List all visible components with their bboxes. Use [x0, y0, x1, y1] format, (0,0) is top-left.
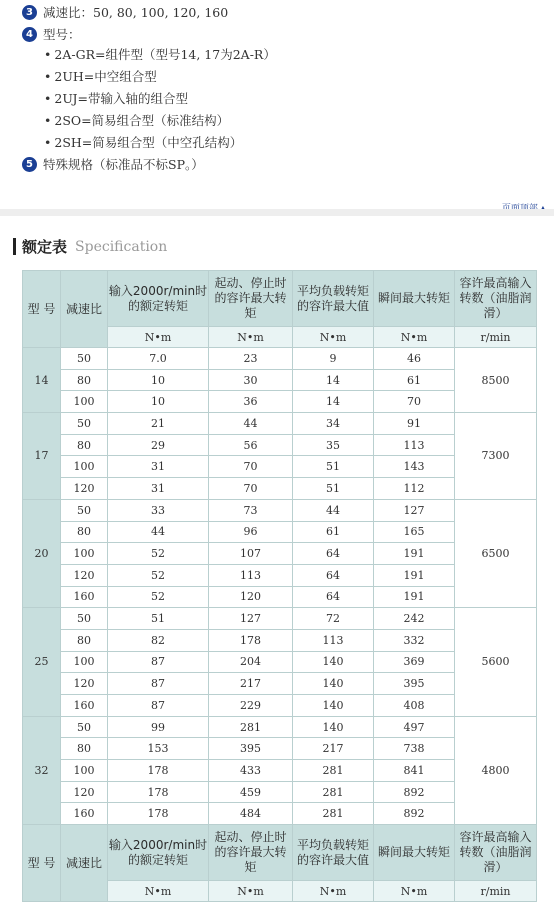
torque-cell: 23 [209, 348, 293, 370]
torque-cell: 99 [108, 716, 209, 738]
top-header-cell: 减速比 [61, 271, 108, 348]
torque-cell: 96 [209, 521, 293, 543]
ratio-cell: 100 [61, 456, 108, 478]
ratio-cell: 160 [61, 586, 108, 608]
torque-cell: 44 [293, 499, 374, 521]
ratio-note [22, 3, 228, 21]
ratio-cell: 120 [61, 781, 108, 803]
ratio-cell: 80 [61, 629, 108, 651]
torque-cell: 87 [108, 695, 209, 717]
unit-cell: N•m [209, 881, 293, 902]
torque-cell: 369 [374, 651, 455, 673]
ratio-cell: 50 [61, 716, 108, 738]
torque-cell: 178 [108, 781, 209, 803]
section-divider [0, 209, 554, 216]
torque-cell: 51 [108, 608, 209, 630]
model-list-item: • 2UJ=带输入轴的组合型 [44, 91, 189, 106]
torque-cell: 91 [374, 413, 455, 435]
torque-cell: 113 [209, 564, 293, 586]
torque-cell: 36 [209, 391, 293, 413]
section-title-cn: 额定表 [22, 238, 68, 256]
bottom-header-cell: 型 号 [23, 825, 61, 902]
torque-cell: 738 [374, 738, 455, 760]
torque-cell: 281 [293, 760, 374, 782]
max-speed-cell: 4800 [455, 716, 537, 824]
torque-cell: 64 [293, 564, 374, 586]
ratio-cell: 80 [61, 521, 108, 543]
torque-cell: 140 [293, 716, 374, 738]
ratio-cell: 100 [61, 391, 108, 413]
torque-cell: 61 [293, 521, 374, 543]
torque-cell: 892 [374, 781, 455, 803]
model-list-item: • 2SO=简易组合型（标准结构） [44, 113, 230, 128]
top-header-cell: 容许最高输入转数（油脂润滑） [455, 271, 537, 327]
torque-cell: 112 [374, 478, 455, 500]
torque-cell: 10 [108, 391, 209, 413]
torque-cell: 191 [374, 586, 455, 608]
ratio-cell: 80 [61, 738, 108, 760]
torque-cell: 484 [209, 803, 293, 825]
table-row [23, 499, 537, 521]
torque-cell: 46 [374, 348, 455, 370]
model-cell: 20 [23, 499, 61, 607]
torque-cell: 64 [293, 543, 374, 565]
torque-cell: 51 [293, 478, 374, 500]
torque-cell: 229 [209, 695, 293, 717]
torque-cell: 140 [293, 673, 374, 695]
torque-cell: 204 [209, 651, 293, 673]
torque-cell: 61 [374, 369, 455, 391]
bottom-header-cell: 瞬间最大转矩 [374, 825, 455, 881]
ratio-cell: 80 [61, 434, 108, 456]
torque-cell: 82 [108, 629, 209, 651]
torque-cell: 281 [209, 716, 293, 738]
top-header-cell: 瞬间最大转矩 [374, 271, 455, 327]
torque-cell: 191 [374, 543, 455, 565]
bottom-header-cell: 容许最高输入转数（油脂润滑） [455, 825, 537, 881]
table-row [23, 716, 537, 738]
model-cell: 25 [23, 608, 61, 716]
torque-cell: 165 [374, 521, 455, 543]
unit-cell: N•m [108, 881, 209, 902]
number-4-icon: 4 [22, 27, 37, 42]
ratio-cell: 100 [61, 651, 108, 673]
torque-cell: 281 [293, 781, 374, 803]
torque-cell: 29 [108, 434, 209, 456]
number-5-icon: 5 [22, 157, 37, 172]
torque-cell: 31 [108, 456, 209, 478]
torque-cell: 127 [209, 608, 293, 630]
torque-cell: 21 [108, 413, 209, 435]
top-header-cell: 型 号 [23, 271, 61, 348]
torque-cell: 70 [209, 456, 293, 478]
ratio-cell: 160 [61, 803, 108, 825]
bottom-header-cell: 输入2000r/min时的额定转矩 [108, 825, 209, 881]
torque-cell: 34 [293, 413, 374, 435]
torque-cell: 178 [209, 629, 293, 651]
ratio-cell: 80 [61, 369, 108, 391]
model-note [22, 25, 81, 43]
torque-cell: 52 [108, 564, 209, 586]
torque-cell: 33 [108, 499, 209, 521]
unit-cell: r/min [455, 881, 537, 902]
max-speed-cell: 7300 [455, 413, 537, 500]
bottom-header-cell: 减速比 [61, 825, 108, 902]
table-row [23, 413, 537, 435]
torque-cell: 113 [293, 629, 374, 651]
top-header-cell: 起动、停止时的容许最大转矩 [209, 271, 293, 327]
ratio-cell: 100 [61, 760, 108, 782]
max-speed-cell: 8500 [455, 348, 537, 413]
torque-cell: 143 [374, 456, 455, 478]
bottom-header-cell: 起动、停止时的容许最大转矩 [209, 825, 293, 881]
torque-cell: 127 [374, 499, 455, 521]
torque-cell: 113 [374, 434, 455, 456]
bottom-header-cell: 平均负载转矩的容许最大值 [293, 825, 374, 881]
table-row [23, 608, 537, 630]
ratio-cell: 50 [61, 413, 108, 435]
unit-cell: r/min [455, 327, 537, 348]
torque-cell: 72 [293, 608, 374, 630]
torque-cell: 140 [293, 695, 374, 717]
model-cell: 32 [23, 716, 61, 824]
special-note [22, 155, 204, 173]
bottom-header-row [23, 825, 537, 881]
torque-cell: 191 [374, 564, 455, 586]
torque-cell: 35 [293, 434, 374, 456]
torque-cell: 281 [293, 803, 374, 825]
torque-cell: 242 [374, 608, 455, 630]
torque-cell: 395 [374, 673, 455, 695]
torque-cell: 70 [374, 391, 455, 413]
number-3-icon: 3 [22, 5, 37, 20]
ratio-note-text: 减速比：50, 80, 100, 120, 160 [43, 5, 229, 20]
ratio-cell: 160 [61, 695, 108, 717]
torque-cell: 217 [293, 738, 374, 760]
torque-cell: 9 [293, 348, 374, 370]
torque-cell: 51 [293, 456, 374, 478]
model-list-item: • 2SH=简易组合型（中空孔结构） [44, 135, 243, 150]
torque-cell: 30 [209, 369, 293, 391]
torque-cell: 56 [209, 434, 293, 456]
torque-cell: 178 [108, 803, 209, 825]
torque-cell: 217 [209, 673, 293, 695]
torque-cell: 14 [293, 391, 374, 413]
ratio-cell: 50 [61, 608, 108, 630]
torque-cell: 120 [209, 586, 293, 608]
torque-cell: 52 [108, 586, 209, 608]
unit-cell: N•m [374, 327, 455, 348]
torque-cell: 892 [374, 803, 455, 825]
max-speed-cell: 5600 [455, 608, 537, 716]
model-cell: 17 [23, 413, 61, 500]
ratio-cell: 50 [61, 499, 108, 521]
torque-cell: 31 [108, 478, 209, 500]
torque-cell: 497 [374, 716, 455, 738]
top-header-cell: 输入2000r/min时的额定转矩 [108, 271, 209, 327]
max-speed-cell: 6500 [455, 499, 537, 607]
torque-cell: 140 [293, 651, 374, 673]
spec-table [22, 270, 537, 902]
torque-cell: 332 [374, 629, 455, 651]
section-title-en: Specification [75, 238, 168, 255]
title-bar-mark [13, 238, 16, 255]
torque-cell: 459 [209, 781, 293, 803]
torque-cell: 64 [293, 586, 374, 608]
torque-cell: 178 [108, 760, 209, 782]
table-row [23, 348, 537, 370]
torque-cell: 408 [374, 695, 455, 717]
ratio-cell: 120 [61, 564, 108, 586]
torque-cell: 14 [293, 369, 374, 391]
model-note-text: 型号： [43, 27, 81, 42]
ratio-cell: 100 [61, 543, 108, 565]
torque-cell: 73 [209, 499, 293, 521]
torque-cell: 87 [108, 673, 209, 695]
model-list-item: • 2A-GR=组件型（型号14, 17为2A-R） [44, 47, 276, 62]
ratio-cell: 120 [61, 478, 108, 500]
ratio-cell: 50 [61, 348, 108, 370]
top-header-row [23, 271, 537, 327]
special-note-text: 特殊规格（标准品不标SP。） [43, 157, 204, 172]
top-header-cell: 平均负载转矩的容许最大值 [293, 271, 374, 327]
torque-cell: 153 [108, 738, 209, 760]
torque-cell: 433 [209, 760, 293, 782]
torque-cell: 44 [209, 413, 293, 435]
unit-cell: N•m [293, 881, 374, 902]
torque-cell: 10 [108, 369, 209, 391]
section-title [13, 236, 167, 257]
model-cell: 14 [23, 348, 61, 413]
unit-cell: N•m [108, 327, 209, 348]
torque-cell: 52 [108, 543, 209, 565]
unit-cell: N•m [209, 327, 293, 348]
torque-cell: 70 [209, 478, 293, 500]
unit-cell: N•m [293, 327, 374, 348]
notes-panel [0, 0, 554, 210]
model-list-item: • 2UH=中空组合型 [44, 69, 157, 84]
torque-cell: 107 [209, 543, 293, 565]
torque-cell: 87 [108, 651, 209, 673]
torque-cell: 841 [374, 760, 455, 782]
torque-cell: 395 [209, 738, 293, 760]
ratio-cell: 120 [61, 673, 108, 695]
torque-cell: 7.0 [108, 348, 209, 370]
unit-cell: N•m [374, 881, 455, 902]
torque-cell: 44 [108, 521, 209, 543]
